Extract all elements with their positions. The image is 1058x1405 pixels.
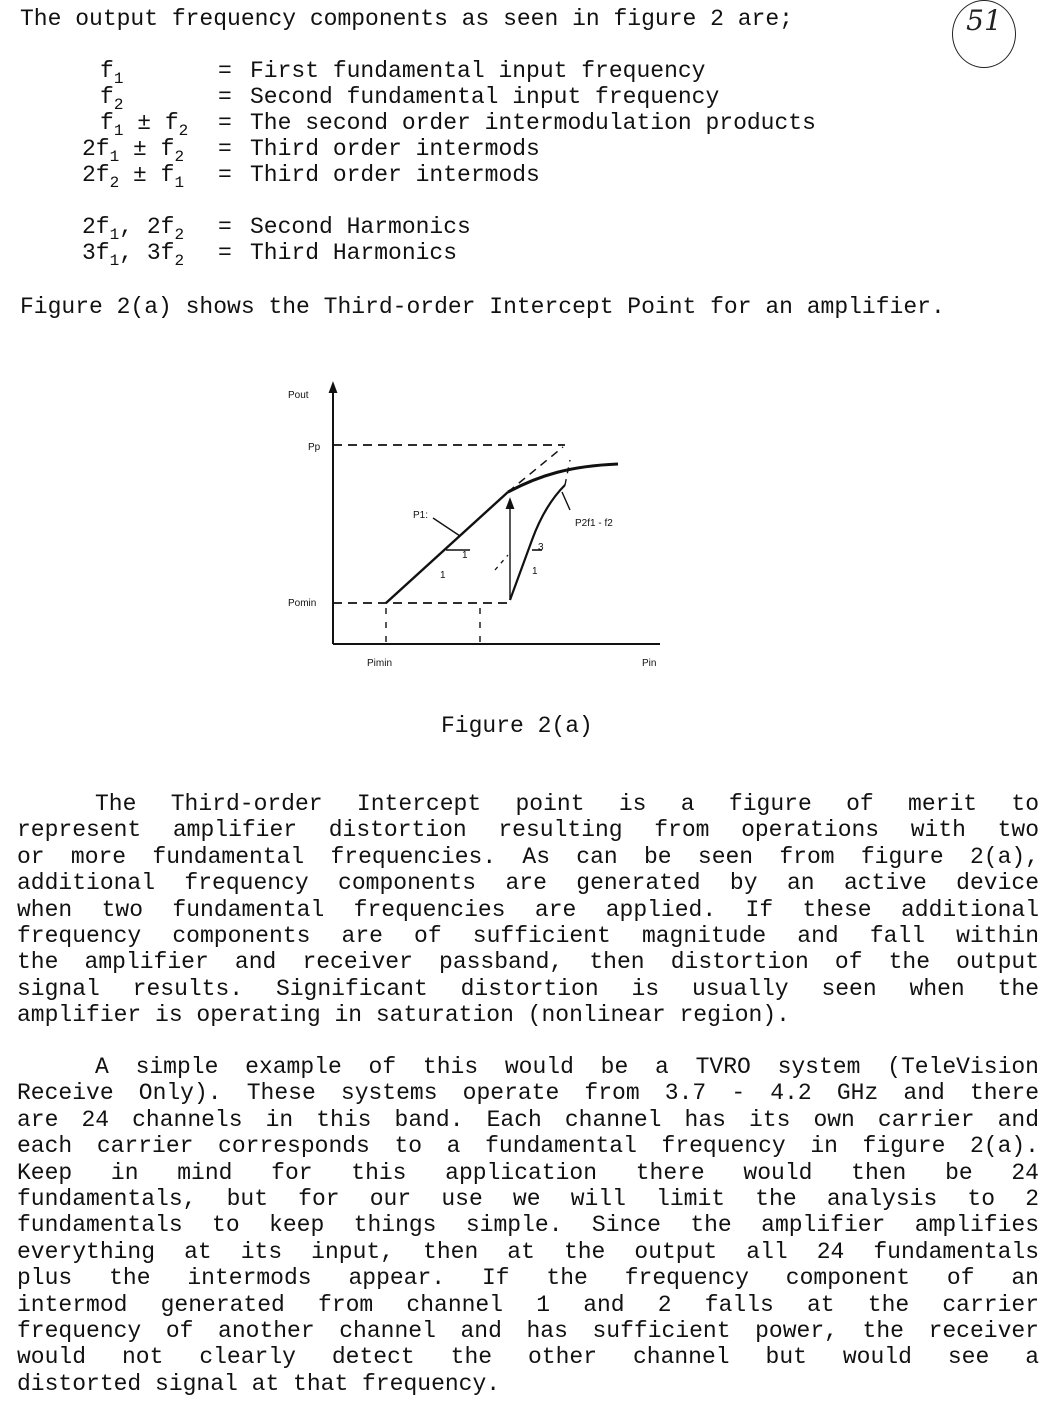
paragraph-line: signal results. Significant distortion is usually seen when the (17, 975, 1039, 1002)
paragraph-line: amplifier is operating in saturation (nonlinear region). (17, 1002, 790, 1029)
component-description: Third order intermods (250, 162, 540, 188)
paragraph-line: are 24 channels in this band. Each channel has its own carrier and (17, 1106, 1039, 1133)
slope-3b-label: 1 (532, 566, 538, 577)
slope-3-label: 3 (538, 542, 544, 553)
component-row (0, 84, 1000, 114)
component-term: $3f_1$, $3f_2$ (82, 240, 185, 270)
component-description: The second order intermodulation products (250, 110, 816, 136)
equals-sign: = (218, 58, 232, 84)
component-description: Third order intermods (250, 136, 540, 162)
page-number-mark: 51 (952, 0, 1016, 68)
paragraph-line: the amplifier and receiver passband, then distortion of the output (17, 949, 1039, 976)
paragraph-line: everything at its input, then at the output all 24 fundamentals (17, 1238, 1039, 1265)
component-row (0, 214, 1000, 244)
p1-label: P1: (413, 510, 429, 521)
component-term: $2f_1$, $2f_2$ (82, 214, 185, 244)
fundamental-response-line (386, 492, 508, 603)
paragraph-line: or more fundamental frequencies. As can be seen from figure 2(a), (17, 843, 1039, 870)
intro-sentence: The output frequency components as seen in figure 2 are; (20, 6, 793, 32)
pomin-label: Pomin (288, 598, 317, 609)
component-description: First fundamental input frequency (250, 58, 706, 84)
p21-label: P2f1 - f2 (575, 518, 613, 529)
paragraph-line: Keep in mind for this application there would then be 24 (17, 1159, 1039, 1186)
slope-1-label: 1 (440, 570, 446, 581)
paragraph-line: A simple example of this would be a TVRO system (TeleVision (95, 1054, 1039, 1080)
paragraph-line: frequency components are of sufficient magnitude and fall within (17, 923, 1039, 949)
difference-arrow-head (507, 500, 513, 508)
paragraph-line: each carrier corresponds to a fundamental frequency in figure 2(a). (17, 1133, 1039, 1160)
paragraph-line: fundamentals, but for our use we will limit the analysis to 2 (17, 1186, 1039, 1212)
equals-sign: = (218, 162, 232, 188)
component-row (0, 58, 1000, 88)
equals-sign: = (218, 110, 232, 136)
figure-caption: Figure 2(a) (441, 713, 593, 739)
y-axis-arrow (330, 384, 336, 392)
paragraph-line: would not clearly detect the other channel but would see a (17, 1344, 1039, 1371)
third-order-intercept-figure (270, 380, 690, 700)
equals-sign: = (218, 84, 232, 110)
component-row (0, 162, 1000, 192)
component-term: $f_1 \pm f_2$ (100, 110, 189, 140)
component-row (0, 240, 1000, 270)
component-term: $2f_2 \pm f_1$ (82, 162, 185, 192)
paragraph-line: represent amplifier distortion resulting from operations with two (17, 817, 1039, 844)
slope-1b-label: 1 (462, 550, 468, 561)
equals-sign: = (218, 136, 232, 162)
component-description: Second fundamental input frequency (250, 84, 720, 110)
figure-intro-sentence: Figure 2(a) shows the Third-order Intercept Point for an amplifier. (20, 294, 945, 320)
component-description: Third Harmonics (250, 240, 458, 266)
paragraph-line: intermod generated from channel 1 and 2 falls at the carrier (17, 1291, 1039, 1318)
pin-label: Pin (642, 658, 657, 669)
paragraph-line: frequency of another channel and has sufficient power, the receiver (17, 1318, 1039, 1344)
equals-sign: = (218, 240, 232, 266)
guide-dotted (495, 555, 508, 570)
component-row (0, 136, 1000, 166)
pout-label: Pout (288, 390, 309, 401)
third-order-extrapolation (565, 460, 570, 485)
pimin-label: Pimin (367, 658, 393, 669)
paragraph-line: when two fundamental frequencies are applied. If these additional (17, 896, 1039, 923)
paragraph-line: distorted signal at that frequency. (17, 1370, 501, 1397)
p1-pointer (433, 518, 460, 536)
component-term: $2f_1 \pm f_2$ (82, 136, 185, 166)
pp-label: Pp (308, 442, 321, 453)
paragraph-line: fundamentals to keep things simple. Since the amplifier amplifies (17, 1212, 1039, 1239)
paragraph-line: Receive Only). These systems operate from 3.7 - 4.2 GHz and there (17, 1080, 1039, 1107)
p21-pointer (562, 492, 570, 510)
paragraph-line: plus the intermods appear. If the frequency component of an (17, 1265, 1039, 1292)
component-term: $f_2$ (100, 84, 124, 114)
equals-sign: = (218, 214, 232, 240)
paragraph-line: additional frequency components are generated by an active device (17, 870, 1039, 897)
fundamental-extrapolation (508, 447, 563, 492)
paragraph-line: The Third-order Intercept point is a figure of merit to (95, 791, 1039, 817)
component-term: $f_1$ (100, 58, 124, 88)
component-description: Second Harmonics (250, 214, 471, 240)
component-row (0, 110, 1000, 140)
